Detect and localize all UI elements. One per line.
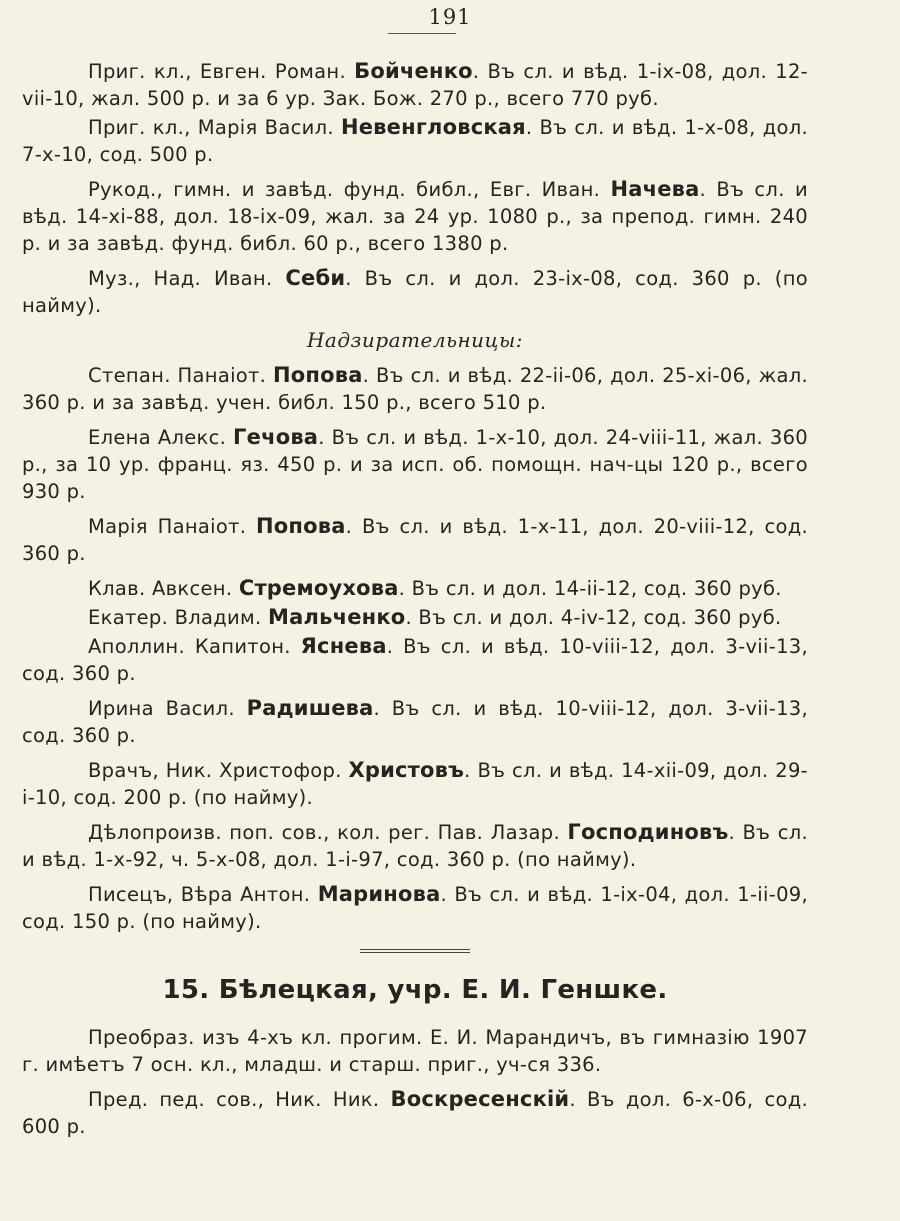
entry-details: . Въ сл. и вѣд. 1-x-10, дол. 24-viii-11, жал. 360 р., за 10 ур. франц. яз. 450 р. и за исп. об. помощн. нач-цы 120 р., всего 930 р. xyxy=(22,426,808,503)
entry-position: Ирина Васил. xyxy=(88,697,247,720)
section-title: 15. Бѣлецкая, учр. Е. И. Геншке. xyxy=(162,975,668,1005)
entries-group-2 xyxy=(22,362,808,935)
entry-position: Муз., Над. Иван. xyxy=(88,267,286,290)
staff-entry xyxy=(22,604,808,631)
staff-entry xyxy=(22,513,808,567)
entries-group-1 xyxy=(22,58,808,319)
entry-details: . Въ сл. и вѣд. 1-ix-08, дол. 12-vii-10, жал. 500 р. и за 6 ур. Зак. Бож. 270 р., всего 770 руб. xyxy=(22,60,808,110)
staff-entry xyxy=(22,1086,808,1140)
staff-entry xyxy=(22,58,808,112)
staff-entry xyxy=(22,881,808,935)
staff-entry xyxy=(22,114,808,168)
entry-position: Приг. кл., Евген. Роман. xyxy=(88,60,355,83)
subheading-nadziratelnitsy: Надзирательницы: xyxy=(306,328,524,352)
entry-details: . Въ сл. и вѣд. 14-xii-09, дол. 29-i-10, сод. 200 р. (по найму). xyxy=(22,759,808,809)
entry-surname: Христовъ xyxy=(348,758,465,782)
entry-details: . Въ сл. и вѣд. 10-viii-12, дол. 3-vii-13, сод. 360 р. xyxy=(22,635,808,685)
entry-surname: Яснева xyxy=(300,634,387,658)
entry-surname: Гечова xyxy=(233,425,319,449)
entry-position: Екатер. Владим. xyxy=(88,606,269,629)
staff-entry xyxy=(22,176,808,257)
page-number: 191 xyxy=(428,5,472,29)
entry-position: Преобраз. изъ 4-хъ кл. прогим. Е. И. Марандичъ, въ гимназію 1907 г. имѣетъ 7 осн. кл., младш. и старш. приг., уч-ся 336. xyxy=(22,1026,808,1076)
entry-surname: Мальченко xyxy=(268,605,406,629)
entry-position: Рукод., гимн. и завѣд. фунд. библ., Евг. Иван. xyxy=(88,178,611,201)
entry-surname: Попова xyxy=(273,363,363,387)
staff-entry xyxy=(22,575,808,602)
entry-surname: Бойченко xyxy=(354,59,473,83)
entry-details: . Въ сл. и дол. 23-ix-08, сод. 360 р. (по найму). xyxy=(22,267,808,317)
entry-position: Дѣлопроизв. поп. сов., кол. рег. Пав. Лазар. xyxy=(88,821,568,844)
staff-entry xyxy=(22,1024,808,1078)
entry-details: . Въ сл. и дол. 14-ii-12, сод. 360 руб. xyxy=(398,577,782,600)
entry-surname: Невенгловская xyxy=(340,115,526,139)
entry-position: Врачъ, Ник. Христофор. xyxy=(88,759,349,782)
staff-entry xyxy=(22,362,808,416)
page-body xyxy=(22,58,808,1148)
entry-surname: Господиновъ xyxy=(567,820,729,844)
entry-surname: Себи xyxy=(285,266,346,290)
entry-details: . Въ сл. и дол. 4-iv-12, сод. 360 руб. xyxy=(405,606,782,629)
entry-surname: Воскресенскій xyxy=(390,1087,570,1111)
entry-position: Степан. Панаіот. xyxy=(88,364,274,387)
section-divider xyxy=(360,949,470,953)
entry-details: . Въ сл. и вѣд. 1-x-92, ч. 5-x-08, дол. 1-i-97, сод. 360 р. (по найму). xyxy=(22,821,808,871)
staff-entry xyxy=(22,633,808,687)
entry-surname: Маринова xyxy=(317,882,441,906)
entry-details: . Въ сл. и вѣд. 1-x-11, дол. 20-viii-12, сод. 360 р. xyxy=(22,515,808,565)
entry-details: . Въ сл. и вѣд. 1-x-08, дол. 7-x-10, сод. 500 р. xyxy=(22,116,808,166)
entry-details: . Въ сл. и вѣд. 10-viii-12, дол. 3-vii-13, сод. 360 р. xyxy=(22,697,808,747)
staff-entry xyxy=(22,819,808,873)
entry-surname: Попова xyxy=(256,514,346,538)
entry-surname: Стремоухова xyxy=(238,576,399,600)
entry-position: Пред. пед. сов., Ник. Ник. xyxy=(88,1088,391,1111)
entry-position: Приг. кл., Марія Васил. xyxy=(88,116,341,139)
entry-details: . Въ сл. и вѣд. 1-ix-04, дол. 1-ii-09, сод. 150 р. (по найму). xyxy=(22,883,808,933)
entry-surname: Начева xyxy=(610,177,700,201)
page-number-rule xyxy=(388,33,456,34)
staff-entry xyxy=(22,424,808,505)
entry-position: Клав. Авксен. xyxy=(88,577,239,600)
entry-details: . Въ сл. и вѣд. 14-xi-88, дол. 18-ix-09, жал. за 24 ур. 1080 р., за препод. гимн. 240 р. и за завѣд. фунд. библ. 60 р., всего 1380 р. xyxy=(22,178,808,255)
entry-position: Елена Алекс. xyxy=(88,426,234,449)
staff-entry xyxy=(22,757,808,811)
entry-position: Писецъ, Вѣра Антон. xyxy=(88,883,318,906)
entry-details: . Въ сл. и вѣд. 22-ii-06, дол. 25-xi-06, жал. 360 р. и за завѣд. учен. библ. 150 р., всего 510 р. xyxy=(22,364,808,414)
entry-details: . Въ дол. 6-x-06, сод. 600 р. xyxy=(22,1088,809,1138)
staff-entry xyxy=(22,695,808,749)
staff-entry xyxy=(22,265,808,319)
entry-surname: Радишева xyxy=(246,696,374,720)
entries-group-3 xyxy=(22,1024,808,1140)
entry-position: Аполлин. Капитон. xyxy=(88,635,301,658)
entry-position: Марія Панаіот. xyxy=(88,515,257,538)
